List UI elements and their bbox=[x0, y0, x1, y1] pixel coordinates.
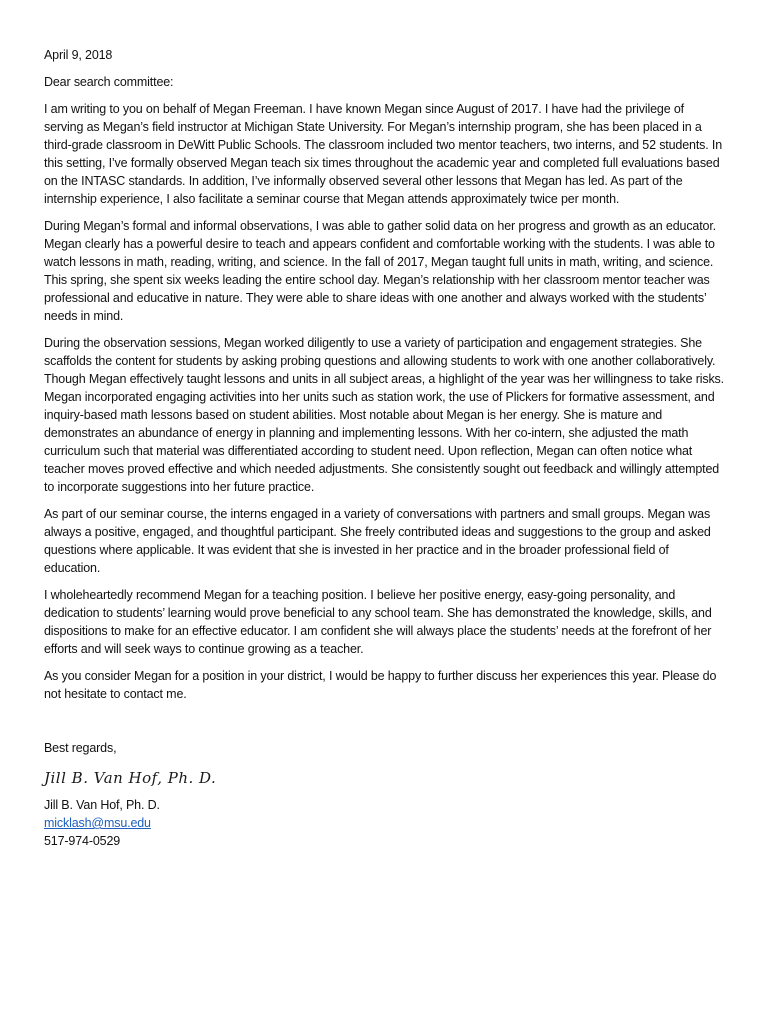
salutation: Dear search committee: bbox=[44, 75, 174, 89]
paragraph-observations: During Megan’s formal and informal observations, I was able to gather solid data on her progress and growth as an educator. Megan clearly has a powerful desire to teach and appears confident and comfortable working with the students. I was able to watch lessons in math, reading, writing, and science. In the fall of 2017, Megan taught full units in math, writing, and science. This spring, she spent six weeks leading the entire school day. Megan’s relationship with her classroom mentor teacher was professional and educative in nature. They were able to share ideas with one another and always worked with the students’ needs in mind. bbox=[44, 219, 716, 323]
paragraph-contact: As you consider Megan for a position in your district, I would be happy to further discuss her experiences this year. Please do not hesitate to contact me. bbox=[44, 669, 717, 701]
paragraph-introduction: I am writing to you on behalf of Megan Freeman. I have known Megan since August of 2017. I have had the privilege of serving as Megan’s field instructor at Michigan State University. For Megan’s internship program, she has been placed in a third-grade classroom in DeWitt Public Schools. The classroom included two mentor teachers, two interns, and 52 students. In this setting, I’ve formally observed Megan teach six times throughout the academic year and completed full evaluations based on the INTASC standards. In addition, I’ve informally observed several other lessons that Megan has led. As part of the internship experience, I also facilitate a seminar course that Megan attends approximately twice per month. bbox=[44, 102, 723, 206]
paragraph-strategies: During the observation sessions, Megan worked diligently to use a variety of participation and engagement strategies. She scaffolds the content for students by asking probing questions and allowing students to work with one another collaboratively. Though Megan effectively taught lessons and units in all subject areas, a highlight of the year was her willingness to take risks. Megan incorporated engaging activities into her units such as station work, the use of Plickers for formative assessment, and inquiry-based math lessons based on student abilities. Most notable about Megan is her energy. She is mature and demonstrates an abundance of energy in planning and implementing lessons. With her co-intern, she adjusted the math curriculum such that material was differentiated according to student need. Upon reflection, Megan can often notice what teacher moves proved effective and which needed adjustments. She consistently sought out feedback and willingly attempted to incorporate suggestions into her future practice. bbox=[44, 336, 724, 494]
paragraph-recommendation: I wholeheartedly recommend Megan for a teaching position. I believe her positive energy, easy-going personality, and dedication to students’ learning would prove beneficial to any school team. She has demonstrated the knowledge, skills, and dispositions to make for an effective educator. I am confident she will always place the students’ needs at the forefront of her efforts and will seek ways to continue growing as a teacher. bbox=[44, 588, 712, 656]
email-link[interactable]: micklash@msu.edu bbox=[44, 816, 151, 830]
phone-number: 517-974-0529 bbox=[44, 834, 121, 848]
letter-date: April 9, 2018 bbox=[44, 48, 113, 62]
paragraph-seminar: As part of our seminar course, the interns engaged in a variety of conversations with partners and small groups. Megan was always a positive, engaged, and thoughtful participant. She freely contributed ideas and suggestions to the group and asked questions where applicable. It was evident that she is invested in her practice and in the broader professional field of education. bbox=[44, 507, 711, 575]
signer-name: Jill B. Van Hof, Ph. D. bbox=[44, 798, 160, 812]
closing: Best regards, bbox=[44, 741, 117, 755]
letter bbox=[44, 46, 724, 850]
signature-block bbox=[44, 796, 724, 850]
handwritten-signature: Jill B. Van Hof, Ph. D. bbox=[44, 769, 217, 787]
